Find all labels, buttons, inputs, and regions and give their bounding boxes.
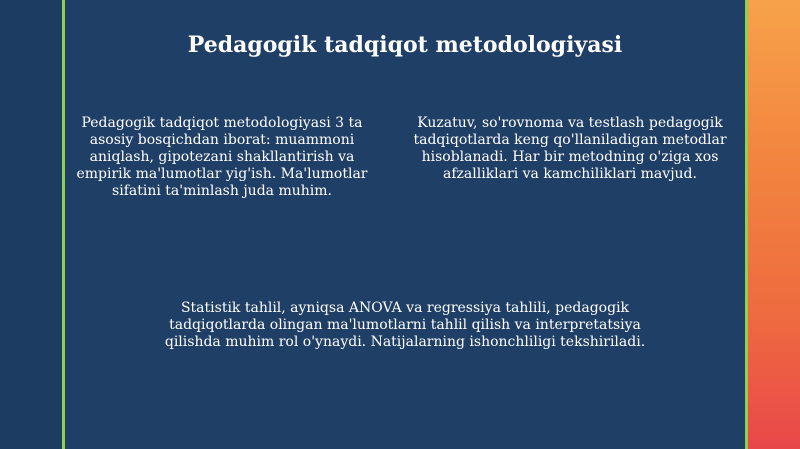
right-gradient-panel bbox=[748, 0, 800, 449]
text-block-right: Kuzatuv, so'rovnoma va testlash pedagogik tadqiqotlarda keng qo'llaniladigan metodlar hisoblanadi. Har bir metodning o'ziga xos afzalliklari va kamchiliklari mavjud. bbox=[413, 115, 727, 182]
left-accent-line bbox=[62, 0, 65, 449]
text-block-bottom: Statistik tahlil, ayniqsa ANOVA va regressiya tahlili, pedagogik tadqiqotlarda olingan ma'lumotlarni tahlil qilish va interpretatsiya qilishda muhim rol o'ynaydi. Natijalarning ishonchliligi tekshiriladi. bbox=[164, 300, 646, 350]
text-block-left: Pedagogik tadqiqot metodologiyasi 3 ta asosiy bosqichdan iborat: muammoni aniqlash, gipotezani shakllantirish va empirik ma'lumotlar yig'ish. Ma'lumotlar sifatini ta'minlash juda muhim. bbox=[76, 115, 368, 199]
left-margin-strip bbox=[0, 0, 62, 449]
slide-title: Pedagogik tadqiqot metodologiyasi bbox=[187, 32, 623, 58]
